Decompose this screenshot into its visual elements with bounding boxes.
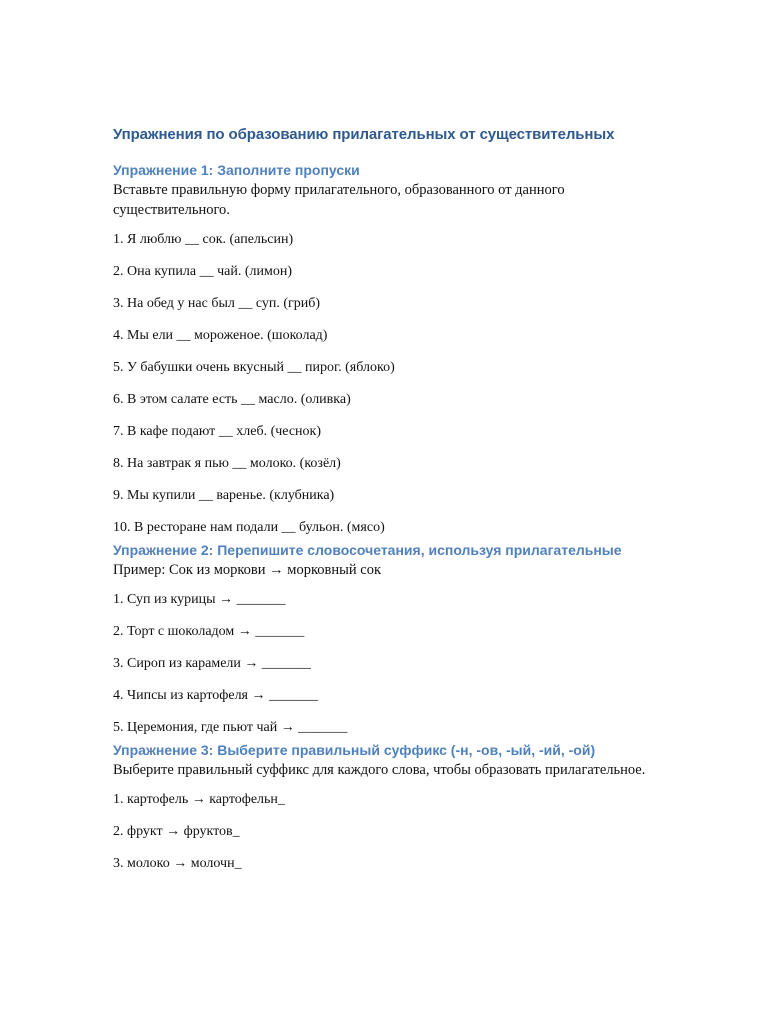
list-item: 1. Суп из курицы → _______ bbox=[113, 592, 286, 607]
list-item: 8. На завтрак я пью __ молоко. (козёл) bbox=[113, 456, 341, 471]
exercise-2-instruction: Пример: Сок из моркови → морковный сок bbox=[113, 562, 381, 578]
list-item: 1. Я люблю __ сок. (апельсин) bbox=[113, 232, 294, 247]
list-item: 4. Чипсы из картофеля → _______ bbox=[113, 688, 318, 703]
exercise-1 bbox=[113, 160, 673, 538]
list-item: 3. На обед у нас был __ суп. (гриб) bbox=[113, 296, 321, 311]
list-item: 2. Она купила __ чай. (лимон) bbox=[113, 264, 293, 279]
list-item: 7. В кафе подают __ хлеб. (чеснок) bbox=[113, 424, 322, 439]
exercise-2-title: Упражнение 2: Перепишите словосочетания, используя прилагательные bbox=[113, 542, 622, 558]
exercise-2 bbox=[113, 540, 673, 738]
exercise-2-items bbox=[113, 590, 673, 738]
exercise-3 bbox=[113, 740, 673, 874]
exercise-1-items bbox=[113, 230, 673, 538]
list-item: 5. Церемония, где пьют чай → _______ bbox=[113, 720, 348, 735]
list-item: 9. Мы купили __ варенье. (клубника) bbox=[113, 488, 335, 503]
document-title: Упражнения по образованию прилагательных от существительных bbox=[113, 126, 615, 143]
list-item: 6. В этом салате есть __ масло. (оливка) bbox=[113, 392, 351, 407]
list-item: 10. В ресторане нам подали __ бульон. (мясо) bbox=[113, 520, 385, 535]
list-item: 5. У бабушки очень вкусный __ пирог. (яблоко) bbox=[113, 360, 395, 375]
list-item: 4. Мы ели __ мороженое. (шоколад) bbox=[113, 328, 328, 343]
exercise-3-items bbox=[113, 790, 673, 874]
list-item: 1. картофель → картофельн_ bbox=[113, 792, 285, 807]
exercise-1-instruction: Вставьте правильную форму прилагательного, образованного от данного существительного. bbox=[113, 182, 565, 218]
list-item: 2. фрукт → фруктов_ bbox=[113, 824, 240, 839]
list-item: 2. Торт с шоколадом → _______ bbox=[113, 624, 305, 639]
list-item: 3. молоко → молочн_ bbox=[113, 856, 242, 871]
exercise-1-title: Упражнение 1: Заполните пропуски bbox=[113, 162, 360, 178]
exercise-3-title: Упражнение 3: Выберите правильный суффикс (-н, -ов, -ый, -ий, -ой) bbox=[113, 742, 596, 758]
list-item: 3. Сироп из карамели → _______ bbox=[113, 656, 311, 671]
exercise-3-instruction: Выберите правильный суффикс для каждого слова, чтобы образовать прилагательное. bbox=[113, 762, 646, 778]
document-body bbox=[113, 124, 673, 886]
